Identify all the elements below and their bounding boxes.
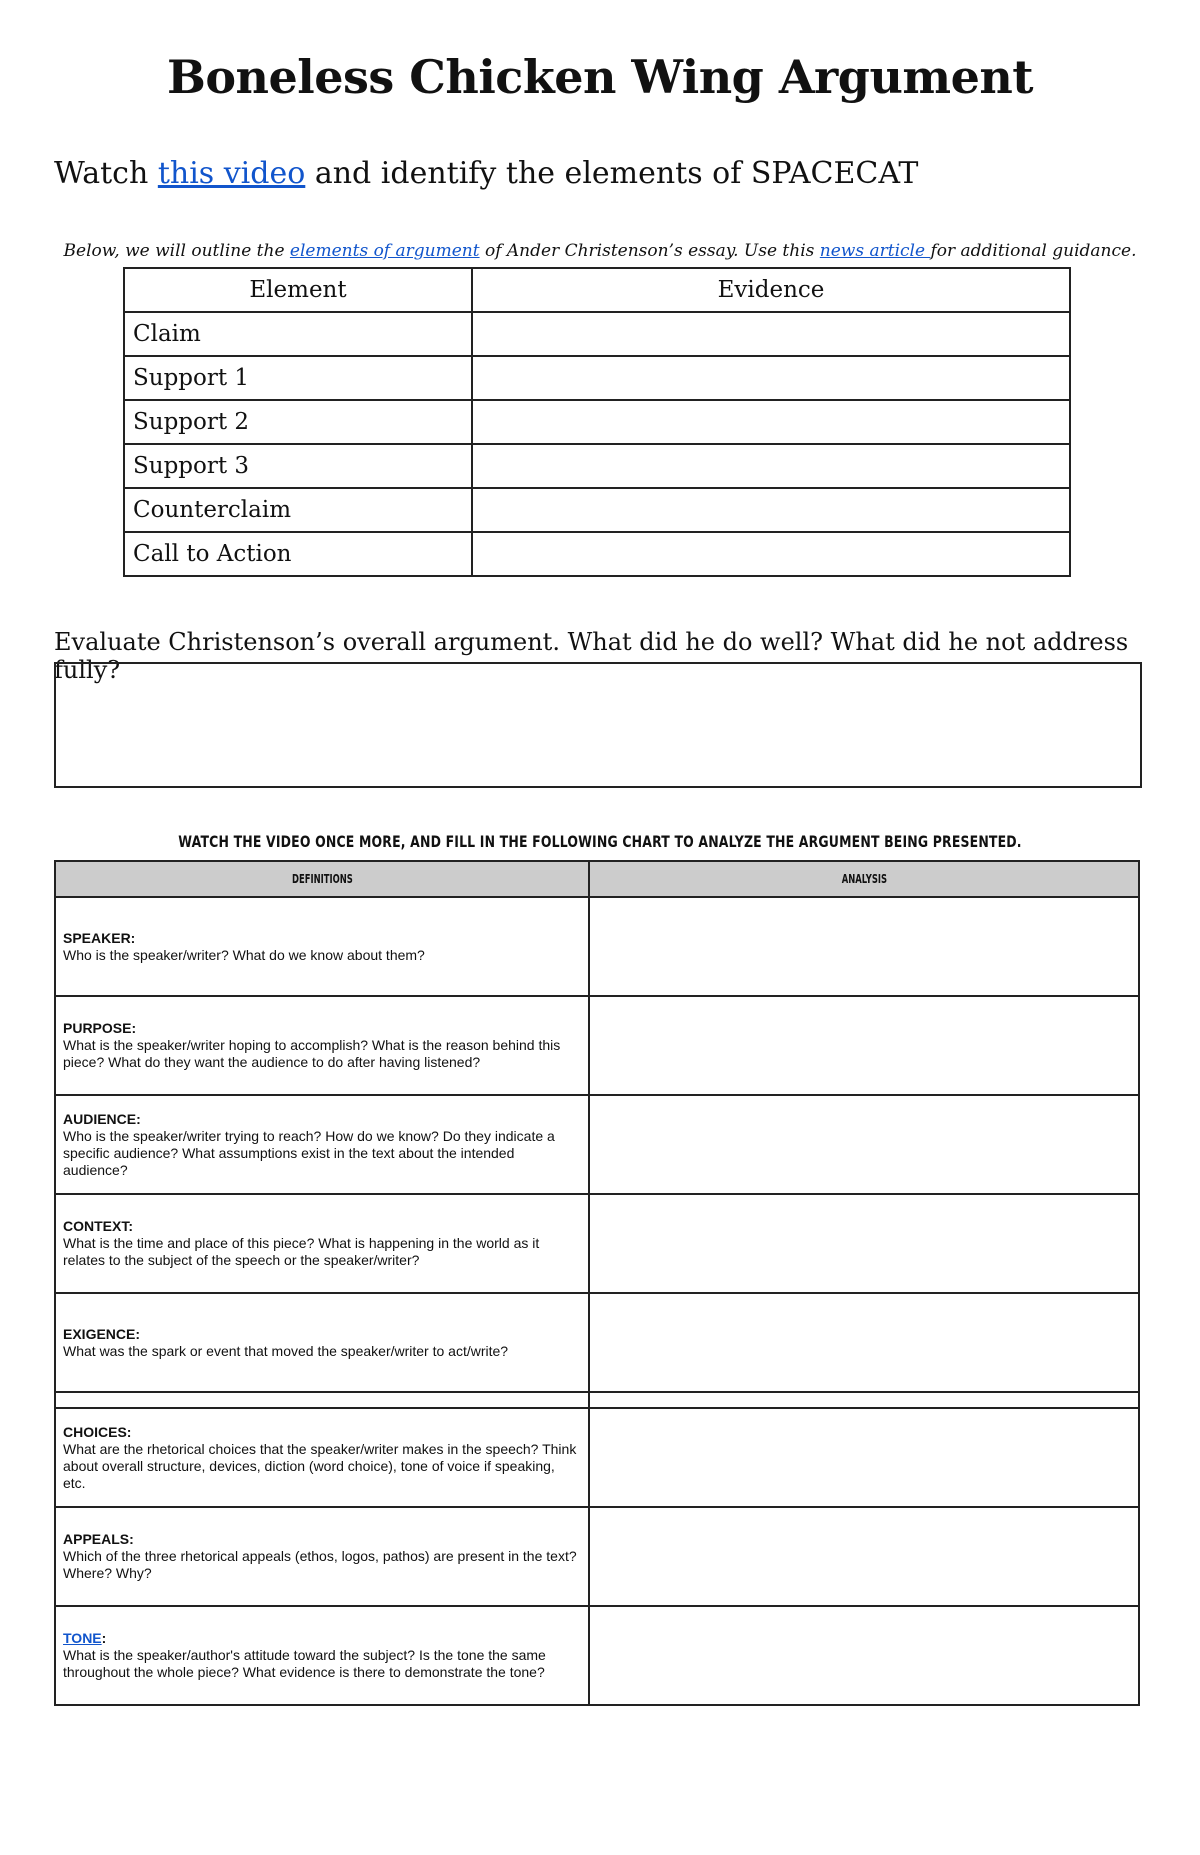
element-cell: Support 2 xyxy=(124,400,472,444)
definitions-header xyxy=(55,861,589,897)
element-cell: Support 1 xyxy=(124,356,472,400)
definition-cell xyxy=(55,1293,589,1392)
definition-label: AUDIENCE: xyxy=(63,1110,141,1127)
definition-text: Who is the speaker/writer trying to reach? How do we know? Do they indicate a specific audience? What assumptions exist in the text about the intended audience? xyxy=(63,1127,555,1178)
definition-label xyxy=(63,1630,578,1647)
watch-instruction xyxy=(54,156,918,191)
news-article-link[interactable]: news article xyxy=(819,241,931,261)
spacer-row xyxy=(55,1392,1139,1408)
table-row xyxy=(55,1606,1139,1705)
definition-text: What is the speaker/writer hoping to accomplish? What is the reason behind this piece? What do they want the audience to do after having listened? xyxy=(63,1037,561,1070)
tone-colon: : xyxy=(101,1630,107,1646)
analysis-header-label: ANALYSIS xyxy=(841,872,887,886)
analysis-cell[interactable] xyxy=(589,996,1139,1095)
definition-cell xyxy=(55,1606,589,1705)
analysis-cell[interactable] xyxy=(589,1606,1139,1705)
analysis-header xyxy=(589,861,1139,897)
element-header: Element xyxy=(124,268,472,312)
instructions-part-2: of Ander Christenson’s essay. Use this xyxy=(479,241,820,261)
elements-table-header xyxy=(124,268,1070,312)
table-row xyxy=(124,488,1070,532)
table-row xyxy=(124,400,1070,444)
tone-link[interactable]: TONE xyxy=(63,1630,102,1646)
table-row xyxy=(124,444,1070,488)
evidence-cell[interactable] xyxy=(472,488,1070,532)
table-row xyxy=(55,1408,1139,1507)
definition-text: Who is the speaker/writer? What do we know about them? xyxy=(63,946,425,963)
definition-label: CONTEXT: xyxy=(63,1218,133,1234)
evaluate-answer-box[interactable] xyxy=(54,662,1142,788)
definition-cell xyxy=(55,897,589,996)
definition-cell xyxy=(55,1408,589,1507)
table-row xyxy=(55,1194,1139,1293)
elements-of-argument-link[interactable]: elements of argument xyxy=(289,241,480,261)
element-cell: Claim xyxy=(124,312,472,356)
element-cell: Call to Action xyxy=(124,532,472,576)
definition-label: CHOICES: xyxy=(63,1423,132,1440)
definition-cell xyxy=(55,1095,589,1194)
watch-suffix: and identify the elements of SPACECAT xyxy=(305,156,919,191)
element-cell: Counterclaim xyxy=(124,488,472,532)
analysis-cell[interactable] xyxy=(589,1408,1139,1507)
spacer-cell xyxy=(55,1392,589,1408)
analysis-cell[interactable] xyxy=(589,1293,1139,1392)
evidence-cell[interactable] xyxy=(472,400,1070,444)
video-link[interactable]: this video xyxy=(157,156,306,191)
definition-text: Which of the three rhetorical appeals (ethos, logos, pathos) are present in the text? Where? Why? xyxy=(63,1548,577,1581)
evaluate-question: Evaluate Christenson’s overall argument. What did he do well? What did he not address fully? xyxy=(54,628,1129,684)
instructions-line xyxy=(0,241,1200,261)
definition-text: What is the speaker/author's attitude toward the subject? Is the tone the same throughout the whole piece? What evidence is there to demonstrate the tone? xyxy=(63,1647,546,1680)
table-row xyxy=(124,312,1070,356)
page-title: Boneless Chicken Wing Argument xyxy=(166,50,1034,104)
table-row xyxy=(124,356,1070,400)
element-cell: Support 3 xyxy=(124,444,472,488)
spacecat-table-header xyxy=(55,861,1139,897)
definition-cell xyxy=(55,1194,589,1293)
evidence-cell[interactable] xyxy=(472,532,1070,576)
table-row xyxy=(124,532,1070,576)
analysis-cell[interactable] xyxy=(589,1095,1139,1194)
elements-table xyxy=(123,267,1071,577)
instructions-part-1: Below, we will outline the xyxy=(63,241,290,261)
table-row xyxy=(55,897,1139,996)
definition-label: EXIGENCE: xyxy=(63,1325,141,1342)
definitions-header-label: DEFINITIONS xyxy=(291,872,353,886)
analysis-cell[interactable] xyxy=(589,1194,1139,1293)
spacecat-table xyxy=(54,860,1140,1706)
definition-text: What is the time and place of this piece? What is happening in the world as it relates to the subject of the speech or the speaker/writer? xyxy=(63,1235,540,1268)
evidence-cell[interactable] xyxy=(472,356,1070,400)
table-row xyxy=(55,1507,1139,1606)
chart-heading: WATCH THE VIDEO ONCE MORE, AND FILL IN THE FOLLOWING CHART TO ANALYZE THE ARGUMENT BEING PRESENTED. xyxy=(178,832,1022,851)
definition-cell xyxy=(55,1507,589,1606)
evidence-cell[interactable] xyxy=(472,444,1070,488)
table-row xyxy=(55,1095,1139,1194)
definition-text: What are the rhetorical choices that the speaker/writer makes in the speech? Think about overall structure, devices, diction (word choice), tone of voice if speaking, etc. xyxy=(63,1440,577,1491)
definition-label: SPEAKER: xyxy=(63,929,136,946)
definition-label: APPEALS: xyxy=(63,1531,134,1547)
spacer-cell xyxy=(589,1392,1139,1408)
table-row xyxy=(55,996,1139,1095)
evidence-cell[interactable] xyxy=(472,312,1070,356)
analysis-cell[interactable] xyxy=(589,897,1139,996)
evidence-header: Evidence xyxy=(472,268,1070,312)
table-row xyxy=(55,1293,1139,1392)
instructions-part-3: for additional guidance. xyxy=(930,241,1137,261)
analysis-cell[interactable] xyxy=(589,1507,1139,1606)
definition-cell xyxy=(55,996,589,1095)
definition-label: PURPOSE: xyxy=(63,1020,137,1036)
watch-prefix: Watch xyxy=(54,156,158,191)
definition-text: What was the spark or event that moved the speaker/writer to act/write? xyxy=(63,1342,509,1359)
